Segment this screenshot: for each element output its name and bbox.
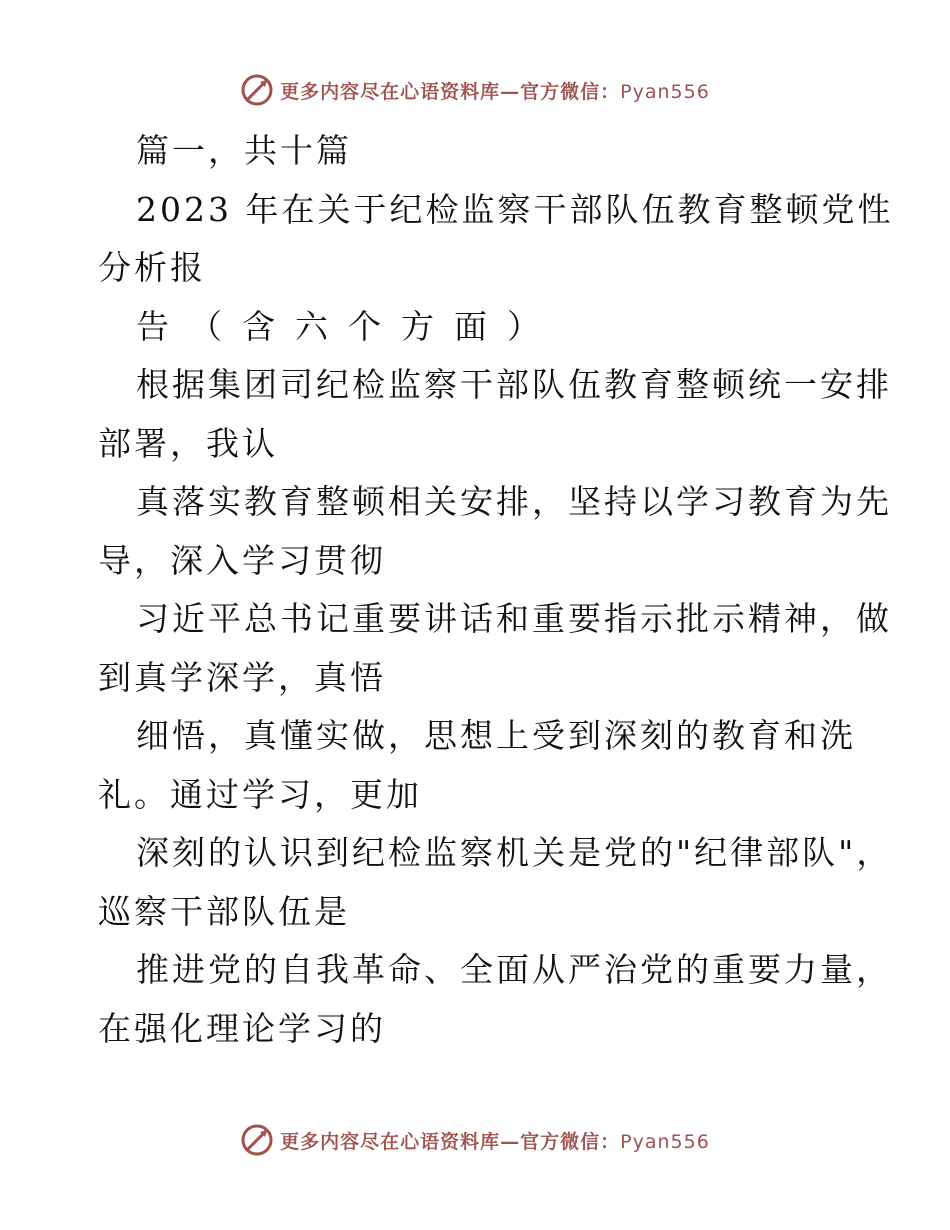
text-line: 巡察干部队伍是: [98, 891, 350, 931]
text-line: 导，深入学习贯彻: [98, 540, 386, 580]
text-line: 细悟，真懂实做，思想上受到深刻的教育和洗: [136, 716, 856, 755]
text-line: 深刻的认识到纪检监察机关是党的"纪律部队"，: [136, 833, 893, 872]
text-line: 2023 年在关于纪检监察干部队伍教育整顿党性: [136, 189, 894, 229]
quill-pen-logo-icon: [240, 73, 274, 107]
text-line: 礼。通过学习，更加: [98, 774, 422, 814]
header-watermark-banner: [0, 70, 950, 110]
text-line: 分析报: [98, 248, 206, 287]
text-line: 真落实教育整顿相关安排，坚持以学习教育为先: [136, 482, 892, 521]
text-line: 推进党的自我革命、全面从严治党的重要力量，: [136, 950, 892, 989]
text-line: 告（含六个方面）: [136, 306, 560, 346]
document-body: [98, 122, 894, 1058]
text-line: 根据集团司纪检监察干部队伍教育整顿统一安排: [136, 365, 892, 404]
quill-pen-logo-icon: [240, 1123, 274, 1157]
text-line: 到真学深学，真悟: [98, 657, 386, 697]
text-line: 在强化理论学习的: [98, 1008, 386, 1048]
text-line: 习近平总书记重要讲话和重要指示批示精神，做: [136, 599, 892, 638]
text-line: 篇一，共十篇: [136, 131, 352, 170]
footer-watermark-banner: [0, 1120, 950, 1160]
watermark-text: 更多内容尽在心语资料库—官方微信：Pyan556: [280, 1130, 710, 1153]
watermark-text: 更多内容尽在心语资料库—官方微信：Pyan556: [280, 80, 710, 103]
text-line: 部署，我认: [98, 423, 278, 463]
